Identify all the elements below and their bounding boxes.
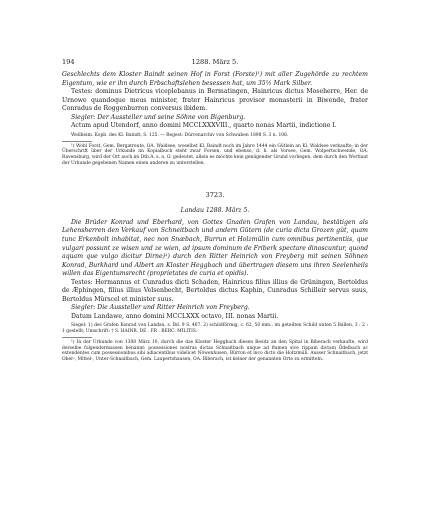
regest-continuation: Geschlechts dem Kloster Baindt seinen Hof in Forst (Forste)¹) mit aller Zugehörde zu rechtem Eigentum, wie er ihn durch Erbschaftslehen besessen hat, um 35½ Mark Silber. — [62, 71, 368, 87]
footnote-rule — [62, 337, 92, 338]
regest-paragraph: Die Brüder Konrad und Eberhard, von Gottes Gnaden Grafen von Landau, bestätigen als Lehensherren den Verkauf von Schneitbach und andern Gütern (de curia dicta Grozen gût, quam tunc Erkenbolt inhabitat, nec non Snæbach, Burrun et Holzmülin cum omnibus pertinentiis, que vulgari possunt ze wisen und ze wien, ad ipsum dominum de Friberk spectare dinoscuntur, quond aquam que vulgo dicitur Dirne)¹) durch den Ritter Heinrich von Freyberg mit seinen Söhnen Konrad, Burkhard und Albert an Kloster Heggbach und übertragen diesem uns ihren Seelenheils willen das Eigentumsrecht (proprietates de curia et opidis). — [62, 218, 368, 278]
footnote-rule — [62, 141, 92, 142]
page-body — [62, 71, 368, 363]
header-date: 1288. März 5. — [191, 58, 239, 66]
actum-line: Actum apud Utendorf, anno domini MCCLXXXVIII., quarto nonas Martii, indictione I. — [71, 122, 337, 130]
datum-line: Datum Landawe, anno domini MCCLXXX octavo, III. nonas Martii. — [71, 312, 279, 320]
running-header — [62, 58, 368, 68]
source-footnote: Weilheim. Kopb. des Kl. Baindt, S. 125. — Regest: Dürrenarchiv von Schwaben 1898 S. 3 n. 106. — [71, 132, 289, 138]
document-number: 3723. — [205, 191, 225, 200]
testes-paragraph: Testes: Hermannus et Cunradus dicti Schaden, Hainricus filius illius de Grüningen, Bertoldus de Æphingen, filius illius Velsenbecht, Bertoldus dictus Kaphin, Cunradus Schilleir servus suus, Bertoldus Mürscel et minister suus. — [62, 278, 368, 303]
footnote-1: ¹) Wohl Forst, Gem. Bergatreute, OA. Waldsee, woselbst Kl. Baindt noch im Jahre 1444 ein Gütlein an Kl. Waldsee verkaufte; in der Überschrift über der Urkunde im Kopialbuch steht zwar Forsen, und ebenso, d. h. als Vorsee, Gem. Wolpertschwende, OA. Ravensburg, wird der Ort auch im Dtb.A. s. a. O. gedeutet, allein es möchte kein genügender Grund vorliegen, dem durch den Wortlaut der Urkunde gegebenen Namen einen anderen zu unterstellen. — [62, 143, 369, 166]
footnote-1: ¹) In der Urkunde von 1308 März 10, durch die das Kloster Heggbach diesen Besitz an den Spital in Biberach verkaufte, wird derselbe folgendermassen benannt: possessiones nostras dictas Schnaitbach unque ad flumen sive rippam dictam Ödelbach ac extendentes cum possessionibus sibi adiacentibus videlicet Nöwenhusen, Bürron et inco dicto die Holtzmüli. Ausser Schnaitbach, jetzt Ober-, Mittel-, Unter-Schnaitbach, Gem. Laupertshausen, OA. Biberach, ist keiner der genannten Orte zu ermitteln. — [62, 339, 368, 362]
page-number: 194 — [62, 58, 75, 66]
siegler-line: Siegler: Die Aussteller und Ritter Heinrich von Freyberg. — [71, 304, 250, 312]
seal-footnote: Siegel: 1) des Grafen Konrad von Landau, s. Bd. 9 S. 467. 2) schildförmig, c. 62, 50 mm., im geteilten Schild unten 5 Ballen, 3 : 2 : 1 gestellt; Umschrift: † S. HAINR. DE . FR . BERC. MILITIS. — [62, 323, 368, 335]
siegler-line: Siegler: Der Aussteller und seine Söhne von Bigenburg. — [71, 113, 246, 121]
place-date-line: Landau 1288. März 5. — [180, 207, 250, 215]
testes-paragraph: Testes: dominus Dietricus viceplebanus in Bermatingen, Hainricus dictus Moseherre, Her. de Urnowe quandoque meus minister, frater Hainricus provisor monasterii in Biwende, frater Conradus de Roggenburren conversus ibidem. — [62, 88, 368, 113]
